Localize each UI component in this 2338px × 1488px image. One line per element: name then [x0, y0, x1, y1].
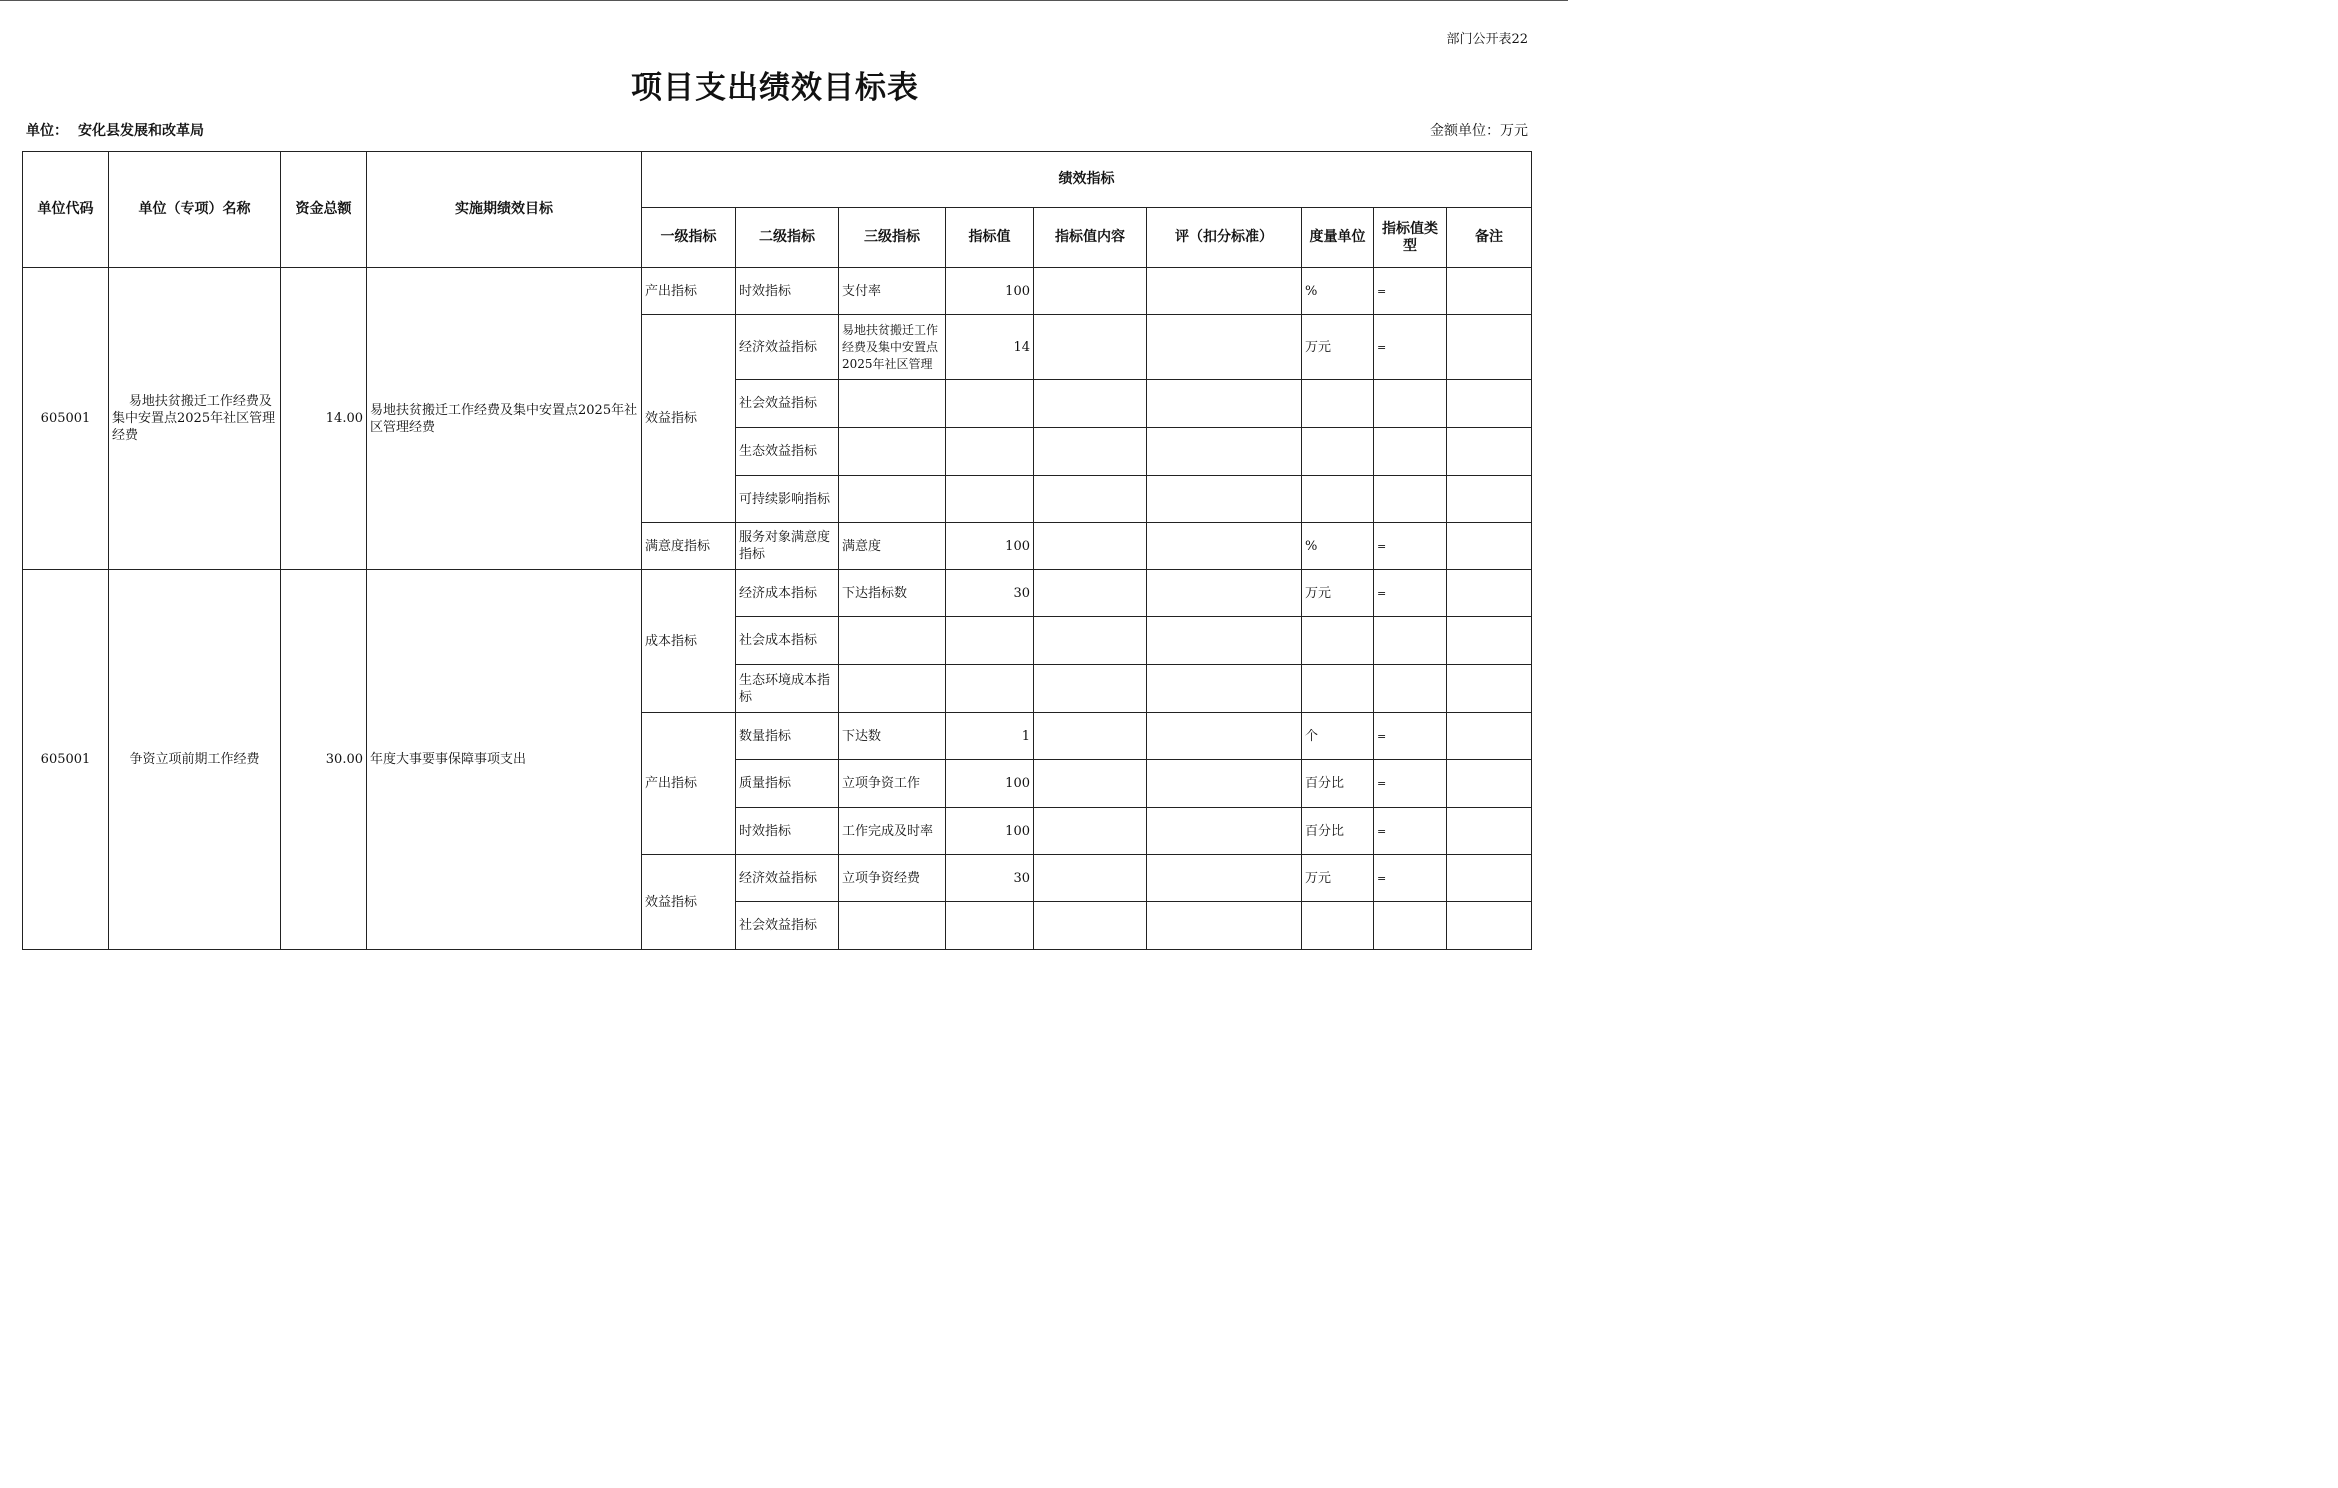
level3-indicator [839, 380, 946, 428]
level2-indicator: 可持续影响指标 [736, 476, 839, 523]
level3-indicator: 立项争资工作 [839, 760, 946, 808]
level3-indicator: 满意度 [839, 523, 946, 570]
value-type [1374, 617, 1447, 665]
value-type [1374, 665, 1447, 713]
table-row [23, 268, 1532, 315]
scoring-standard [1147, 617, 1302, 665]
indicator-value: 100 [946, 523, 1034, 570]
scoring-standard [1147, 428, 1302, 476]
remark [1447, 808, 1532, 855]
col-header-code: 单位代码 [23, 152, 109, 268]
indicator-value [946, 428, 1034, 476]
indicator-value-content [1034, 902, 1147, 950]
level1-indicator: 效益指标 [642, 315, 736, 523]
measure-unit: 万元 [1302, 315, 1374, 380]
col-header-name: 单位（专项）名称 [109, 152, 281, 268]
level1-indicator: 产出指标 [642, 713, 736, 855]
level2-indicator: 服务对象满意度指标 [736, 523, 839, 570]
level3-indicator: 工作完成及时率 [839, 808, 946, 855]
indicator-value: 30 [946, 570, 1034, 617]
level3-indicator [839, 665, 946, 713]
measure-unit [1302, 902, 1374, 950]
indicator-value-content [1034, 315, 1147, 380]
scoring-standard [1147, 315, 1302, 380]
project-total: 30.00 [281, 570, 367, 950]
remark [1447, 760, 1532, 808]
col-header-goal: 实施期绩效目标 [367, 152, 642, 268]
scoring-standard [1147, 665, 1302, 713]
level2-indicator: 时效指标 [736, 808, 839, 855]
indicator-value: 100 [946, 268, 1034, 315]
level3-indicator [839, 476, 946, 523]
project-code: 605001 [23, 570, 109, 950]
scoring-standard [1147, 902, 1302, 950]
measure-unit: % [1302, 268, 1374, 315]
value-type: = [1374, 713, 1447, 760]
indicator-value: 100 [946, 808, 1034, 855]
measure-unit [1302, 380, 1374, 428]
indicator-value [946, 902, 1034, 950]
level3-indicator [839, 428, 946, 476]
project-goal: 易地扶贫搬迁工作经费及集中安置点2025年社区管理经费 [367, 268, 642, 570]
level1-indicator: 效益指标 [642, 855, 736, 950]
level3-indicator: 立项争资经费 [839, 855, 946, 902]
reporting-unit-name: 安化县发展和改革局 [78, 123, 204, 139]
form-number: 部门公开表22 [1446, 32, 1528, 47]
col-header-value: 指标值 [946, 208, 1034, 268]
measure-unit: 万元 [1302, 570, 1374, 617]
level2-indicator: 社会效益指标 [736, 902, 839, 950]
indicator-value [946, 380, 1034, 428]
indicator-value-content [1034, 665, 1147, 713]
scoring-standard [1147, 855, 1302, 902]
level3-indicator: 下达指标数 [839, 570, 946, 617]
remark [1447, 665, 1532, 713]
level2-indicator: 生态效益指标 [736, 428, 839, 476]
remark [1447, 855, 1532, 902]
col-header-indicators: 绩效指标 [642, 152, 1532, 208]
level2-indicator: 社会成本指标 [736, 617, 839, 665]
measure-unit: % [1302, 523, 1374, 570]
project-total: 14.00 [281, 268, 367, 570]
remark [1447, 380, 1532, 428]
col-header-value-type: 指标值类型 [1374, 208, 1447, 268]
col-header-remark: 备注 [1447, 208, 1532, 268]
indicator-value-content [1034, 617, 1147, 665]
measure-unit [1302, 428, 1374, 476]
remark [1447, 523, 1532, 570]
scoring-standard [1147, 808, 1302, 855]
remark [1447, 617, 1532, 665]
scoring-standard [1147, 570, 1302, 617]
col-header-level2: 二级指标 [736, 208, 839, 268]
table-row [23, 570, 1532, 617]
value-type: = [1374, 760, 1447, 808]
level2-indicator: 经济成本指标 [736, 570, 839, 617]
remark [1447, 315, 1532, 380]
indicator-value-content [1034, 570, 1147, 617]
indicator-value: 100 [946, 760, 1034, 808]
col-header-level3: 三级指标 [839, 208, 946, 268]
page-top-border [0, 0, 1568, 1]
value-type: = [1374, 315, 1447, 380]
scoring-standard [1147, 268, 1302, 315]
measure-unit [1302, 617, 1374, 665]
indicator-value-content [1034, 268, 1147, 315]
indicator-value-content [1034, 380, 1147, 428]
measure-unit: 百分比 [1302, 760, 1374, 808]
scoring-standard [1147, 713, 1302, 760]
col-header-value-content: 指标值内容 [1034, 208, 1147, 268]
col-header-total: 资金总额 [281, 152, 367, 268]
col-header-unit: 度量单位 [1302, 208, 1374, 268]
indicator-value [946, 476, 1034, 523]
scoring-standard [1147, 380, 1302, 428]
indicator-value: 1 [946, 713, 1034, 760]
col-header-level1: 一级指标 [642, 208, 736, 268]
project-goal: 年度大事要事保障事项支出 [367, 570, 642, 950]
level3-indicator: 下达数 [839, 713, 946, 760]
remark [1447, 268, 1532, 315]
indicator-value-content [1034, 713, 1147, 760]
scoring-standard [1147, 523, 1302, 570]
performance-table [22, 151, 1532, 950]
value-type: = [1374, 808, 1447, 855]
measure-unit [1302, 665, 1374, 713]
indicator-value-content [1034, 523, 1147, 570]
col-header-scoring: 评（扣分标准） [1147, 208, 1302, 268]
reporting-unit [26, 120, 204, 140]
project-name: 争资立项前期工作经费 [109, 570, 281, 950]
value-type: = [1374, 855, 1447, 902]
measure-unit: 百分比 [1302, 808, 1374, 855]
indicator-value-content [1034, 808, 1147, 855]
level3-indicator: 支付率 [839, 268, 946, 315]
level2-indicator: 生态环境成本指标 [736, 665, 839, 713]
level2-indicator: 经济效益指标 [736, 855, 839, 902]
level2-indicator: 社会效益指标 [736, 380, 839, 428]
indicator-value: 30 [946, 855, 1034, 902]
level1-indicator: 满意度指标 [642, 523, 736, 570]
indicator-value-content [1034, 760, 1147, 808]
value-type [1374, 428, 1447, 476]
level3-indicator [839, 902, 946, 950]
remark [1447, 428, 1532, 476]
scoring-standard [1147, 476, 1302, 523]
indicator-value-content [1034, 428, 1147, 476]
measure-unit: 个 [1302, 713, 1374, 760]
level2-indicator: 质量指标 [736, 760, 839, 808]
value-type [1374, 902, 1447, 950]
level2-indicator: 时效指标 [736, 268, 839, 315]
remark [1447, 476, 1532, 523]
project-name: 易地扶贫搬迁工作经费及集中安置点2025年社区管理经费 [109, 268, 281, 570]
level2-indicator: 数量指标 [736, 713, 839, 760]
value-type [1374, 476, 1447, 523]
page-title: 项目支出绩效目标表 [631, 70, 919, 106]
level3-indicator [839, 617, 946, 665]
remark [1447, 902, 1532, 950]
measure-unit: 万元 [1302, 855, 1374, 902]
value-type: = [1374, 523, 1447, 570]
measure-unit [1302, 476, 1374, 523]
value-type: = [1374, 570, 1447, 617]
indicator-value: 14 [946, 315, 1034, 380]
level2-indicator: 经济效益指标 [736, 315, 839, 380]
indicator-value-content [1034, 476, 1147, 523]
amount-unit: 金额单位：万元 [1430, 123, 1528, 139]
indicator-value-content [1034, 855, 1147, 902]
reporting-unit-label: 单位： [26, 123, 68, 139]
scoring-standard [1147, 760, 1302, 808]
header-row-1 [23, 152, 1532, 208]
level1-indicator: 成本指标 [642, 570, 736, 713]
level3-indicator: 易地扶贫搬迁工作经费及集中安置点2025年社区管理 [839, 315, 946, 380]
value-type: = [1374, 268, 1447, 315]
project-code: 605001 [23, 268, 109, 570]
indicator-value [946, 665, 1034, 713]
remark [1447, 713, 1532, 760]
remark [1447, 570, 1532, 617]
level1-indicator: 产出指标 [642, 268, 736, 315]
indicator-value [946, 617, 1034, 665]
value-type [1374, 380, 1447, 428]
